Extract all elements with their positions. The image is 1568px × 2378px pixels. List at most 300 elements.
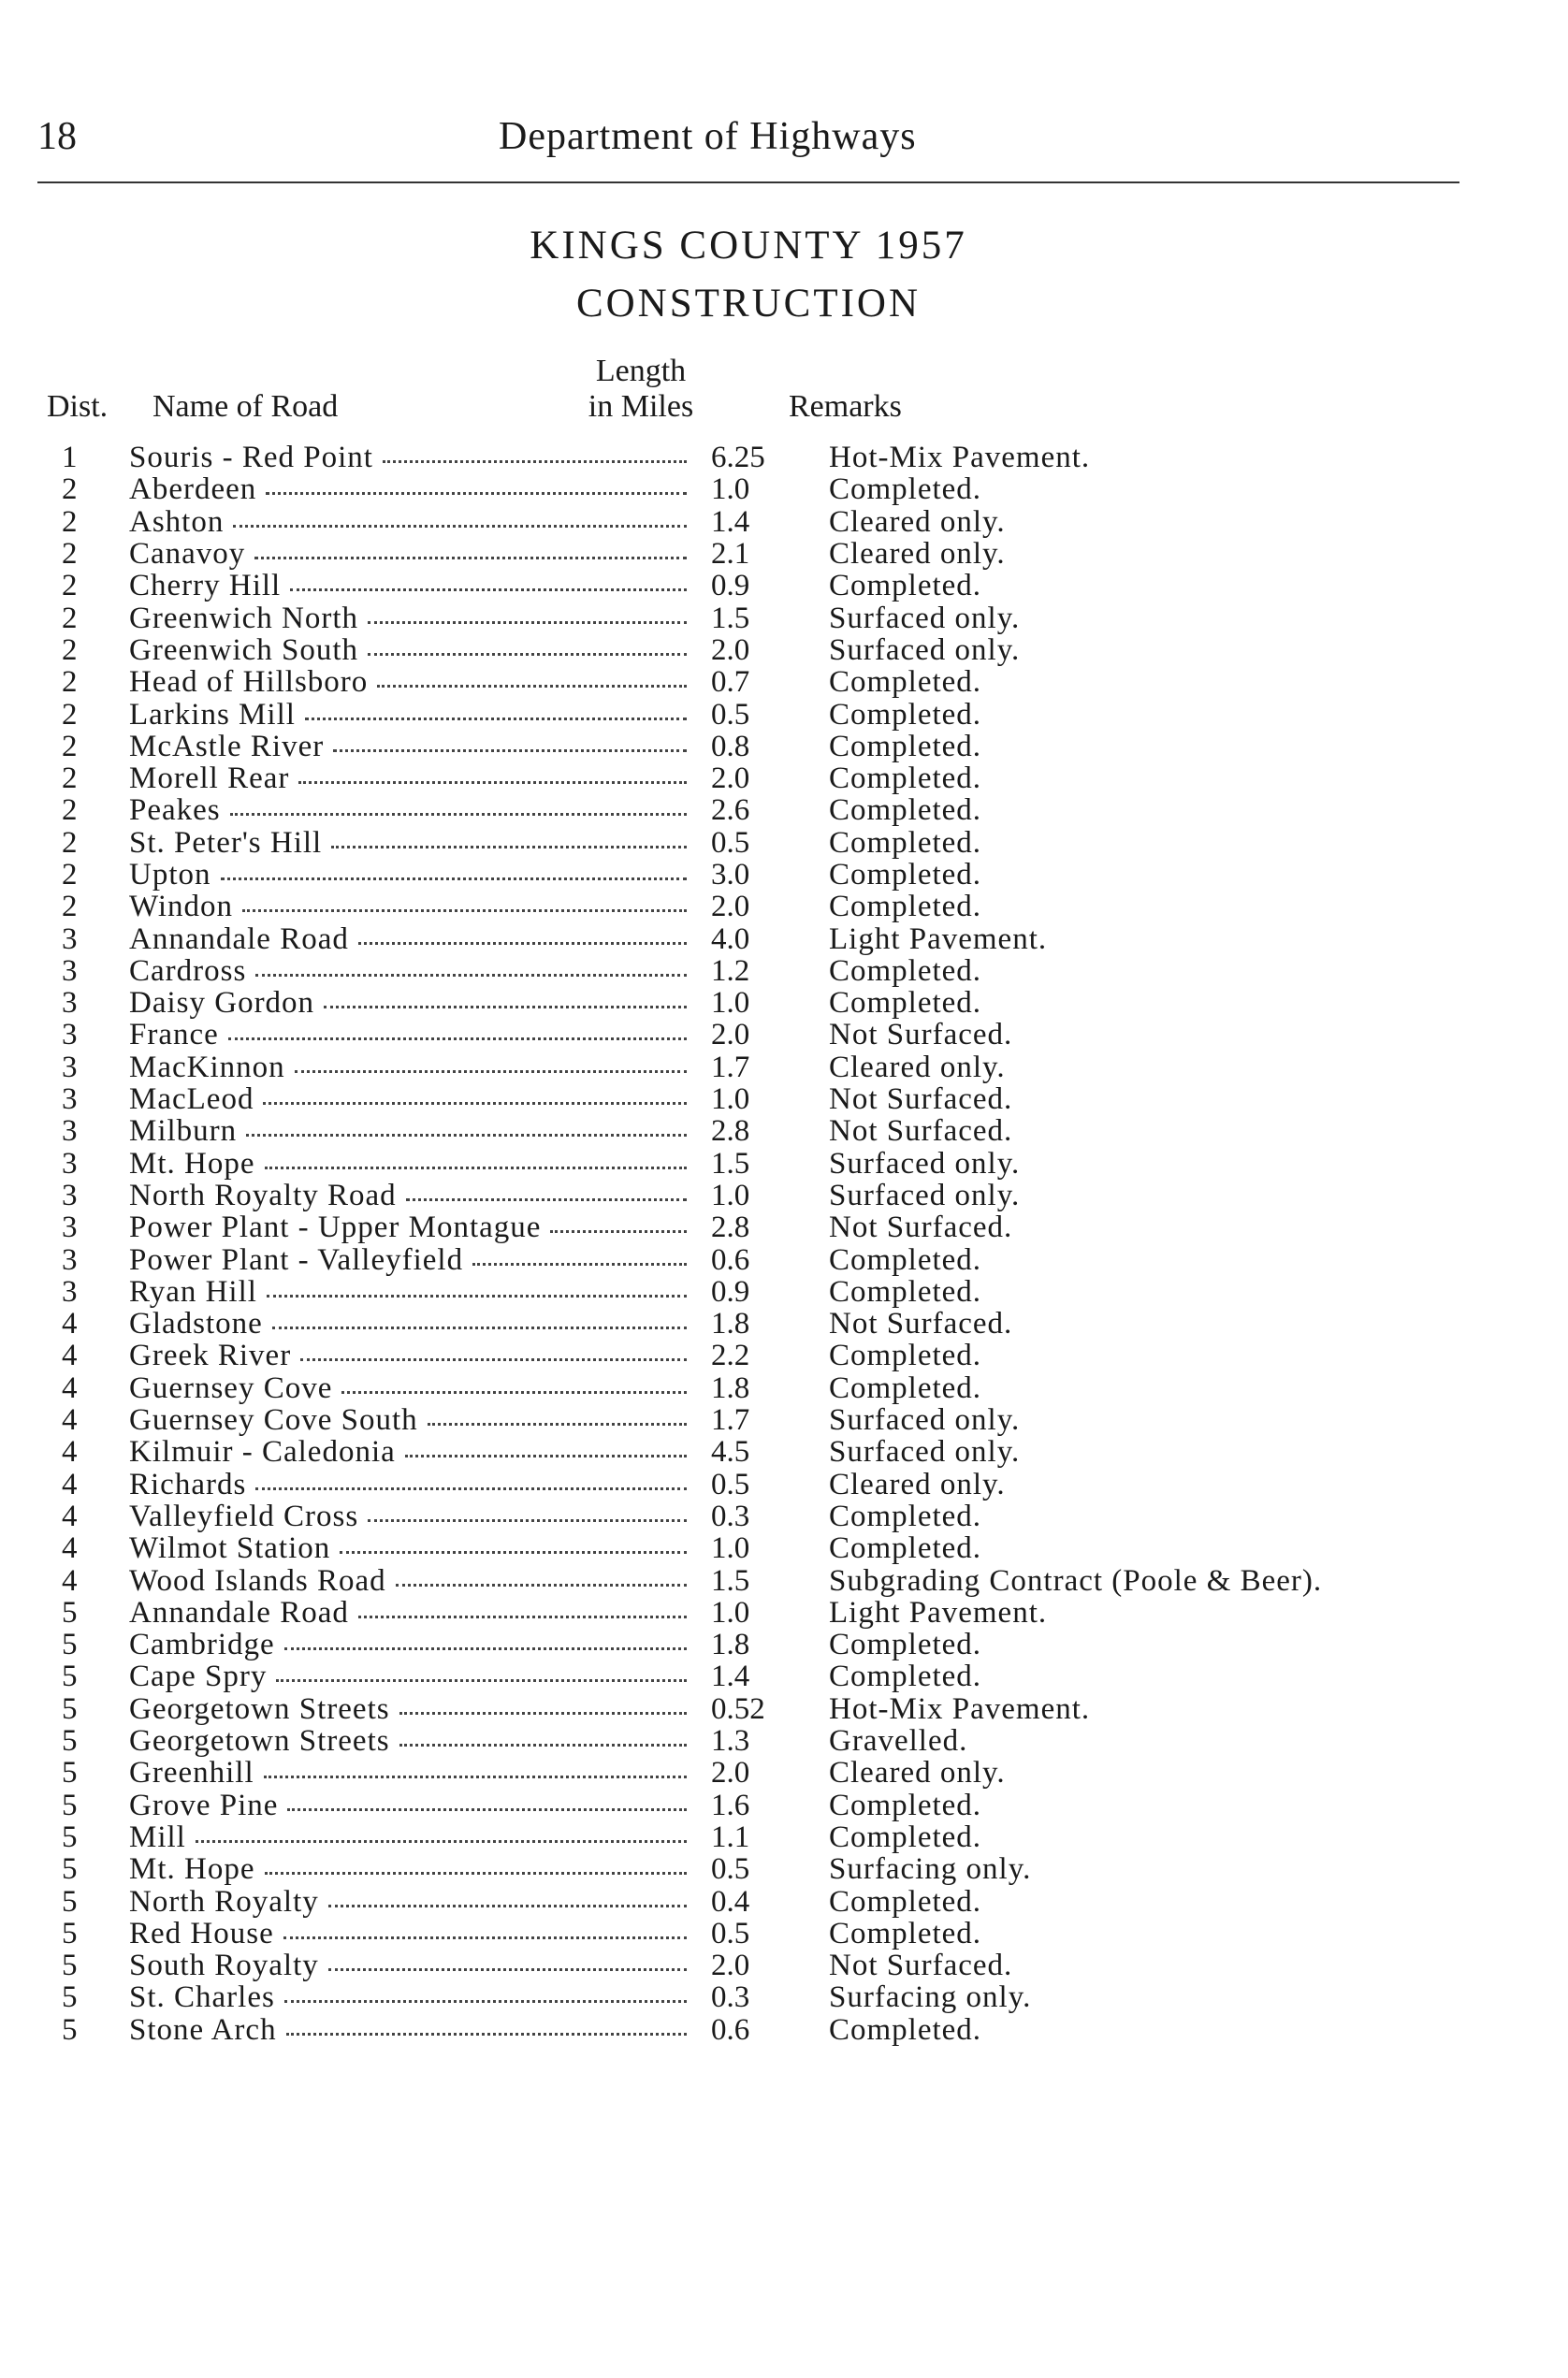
remarks-cell: Surfaced only. <box>829 632 1021 667</box>
dot-leader <box>266 492 687 495</box>
dist-cell: 5 <box>62 1916 78 1950</box>
table-row <box>47 1501 1322 1532</box>
dist-cell: 2 <box>62 825 78 860</box>
road-name: Richards <box>129 1467 247 1501</box>
dot-leader <box>287 1808 687 1811</box>
table-row <box>47 1180 1322 1211</box>
table-row <box>47 1532 1322 1564</box>
road-name-cell <box>129 1789 694 1820</box>
column-header-name: Name of Road <box>152 389 339 424</box>
length-cell: 0.8 <box>711 729 750 763</box>
road-name-cell <box>129 1180 694 1211</box>
remarks-cell: Cleared only. <box>829 504 1006 539</box>
road-name-cell <box>129 1372 694 1404</box>
dist-cell: 3 <box>62 1114 78 1149</box>
road-name: Cape Spry <box>129 1660 268 1694</box>
table-row <box>47 922 1322 954</box>
page-header <box>37 110 1459 176</box>
length-cell: 1.1 <box>711 1820 750 1854</box>
road-name-wrap <box>129 1950 694 1981</box>
remarks-cell: Light Pavement. <box>829 921 1048 956</box>
length-cell: 2.0 <box>711 1018 750 1052</box>
remarks-cell: Cleared only. <box>829 537 1006 572</box>
length-cell: 0.5 <box>711 1467 750 1501</box>
table-row <box>47 634 1322 666</box>
road-name-wrap <box>129 1083 694 1115</box>
road-name: Mt. Hope <box>129 1852 255 1887</box>
dist-cell: 2 <box>62 472 78 507</box>
table-row <box>47 1725 1322 1757</box>
length-cell: 1.6 <box>711 1788 750 1822</box>
table-row <box>47 794 1322 826</box>
table-row <box>47 1148 1322 1180</box>
dot-leader <box>300 1358 687 1361</box>
road-name-cell <box>129 666 694 698</box>
road-name-cell <box>129 859 694 891</box>
dist-cell: 3 <box>62 1082 78 1117</box>
road-name-cell <box>129 1243 694 1275</box>
table-row <box>47 1885 1322 1917</box>
dot-leader <box>333 749 687 752</box>
length-cell: 2.8 <box>711 1114 750 1149</box>
road-name: Wilmot Station <box>129 1531 331 1566</box>
dot-leader <box>328 1905 687 1907</box>
road-name-wrap <box>129 1404 694 1436</box>
dist-cell: 5 <box>62 1691 78 1726</box>
length-cell: 1.7 <box>711 1403 750 1438</box>
column-header-length-line1: Length <box>595 354 687 388</box>
length-cell: 1.4 <box>711 1660 750 1694</box>
dot-leader <box>295 1070 687 1073</box>
length-cell: 1.0 <box>711 1531 750 1566</box>
road-name: Ryan Hill <box>129 1274 257 1309</box>
dot-leader <box>472 1263 687 1266</box>
dist-cell: 3 <box>62 1274 78 1309</box>
table-row <box>47 1660 1322 1692</box>
dist-cell: 2 <box>62 697 78 732</box>
dist-cell: 5 <box>62 1788 78 1822</box>
length-cell: 2.0 <box>711 1756 750 1791</box>
dist-cell: 5 <box>62 1628 78 1662</box>
road-name: Power Plant - Valleyfield <box>129 1242 464 1277</box>
road-name-wrap <box>129 1757 694 1789</box>
length-cell: 1.0 <box>711 986 750 1021</box>
dist-cell: 2 <box>62 665 78 700</box>
length-cell: 0.9 <box>711 1274 750 1309</box>
road-name: Grove Pine <box>129 1788 279 1822</box>
dot-leader <box>368 1519 687 1522</box>
table-row <box>47 1372 1322 1404</box>
remarks-cell: Completed. <box>829 729 982 763</box>
dist-cell: 2 <box>62 504 78 539</box>
remarks-cell: Completed. <box>829 472 982 507</box>
table-row <box>47 698 1322 730</box>
dot-leader <box>399 1744 687 1747</box>
table-row <box>47 859 1322 891</box>
dot-leader <box>233 525 687 528</box>
dot-leader <box>286 2033 687 2036</box>
road-name-wrap <box>129 1115 694 1147</box>
road-name: Guernsey Cove South <box>129 1403 418 1438</box>
dist-cell: 5 <box>62 2012 78 2047</box>
remarks-cell: Completed. <box>829 697 982 732</box>
road-name: Mt. Hope <box>129 1146 255 1181</box>
road-name: Greek River <box>129 1339 292 1373</box>
length-cell: 2.0 <box>711 632 750 667</box>
road-name-cell <box>129 955 694 987</box>
table-row <box>47 1051 1322 1083</box>
road-name-cell <box>129 506 694 538</box>
dot-leader <box>358 942 687 945</box>
road-name: Kilmuir - Caledonia <box>129 1435 396 1470</box>
remarks-cell: Completed. <box>829 1788 982 1822</box>
table-row <box>47 506 1322 538</box>
dist-cell: 2 <box>62 793 78 828</box>
length-cell: 0.3 <box>711 1499 750 1533</box>
table-row <box>47 731 1322 762</box>
remarks-cell: Completed. <box>829 825 982 860</box>
length-cell: 0.5 <box>711 1916 750 1950</box>
remarks-cell: Completed. <box>829 1820 982 1854</box>
road-name: South Royalty <box>129 1949 319 1983</box>
road-name-cell <box>129 794 694 826</box>
road-name-cell <box>129 1532 694 1564</box>
road-name-wrap <box>129 923 694 955</box>
road-name: Morell Rear <box>129 761 290 796</box>
road-name-cell <box>129 1276 694 1308</box>
length-cell: 0.5 <box>711 825 750 860</box>
table-row <box>47 2014 1322 2046</box>
dot-leader <box>263 1102 687 1105</box>
dot-leader <box>242 909 687 912</box>
remarks-cell: Completed. <box>829 1339 982 1373</box>
road-name-cell <box>129 570 694 602</box>
road-name: Canavoy <box>129 537 246 572</box>
road-name-cell <box>129 1404 694 1436</box>
table-row <box>47 442 1322 473</box>
road-name-wrap <box>129 1725 694 1757</box>
road-name-cell <box>129 987 694 1019</box>
dist-cell: 2 <box>62 632 78 667</box>
length-cell: 1.0 <box>711 1178 750 1212</box>
dist-cell: 5 <box>62 1980 78 2015</box>
road-name-cell <box>129 1083 694 1115</box>
table-row <box>47 1083 1322 1115</box>
road-name: Wood Islands Road <box>129 1563 386 1598</box>
road-name: MacKinnon <box>129 1050 285 1084</box>
remarks-cell: Completed. <box>829 1884 982 1919</box>
dist-cell: 2 <box>62 601 78 635</box>
dist-cell: 4 <box>62 1435 78 1470</box>
dist-cell: 4 <box>62 1339 78 1373</box>
road-name: Gladstone <box>129 1307 263 1341</box>
table-row <box>47 1918 1322 1950</box>
table-row <box>47 1853 1322 1885</box>
remarks-cell: Completed. <box>829 665 982 700</box>
length-cell: 0.6 <box>711 1242 750 1277</box>
road-name: France <box>129 1018 219 1052</box>
road-name: Georgetown Streets <box>129 1724 390 1759</box>
road-name: Greenwich North <box>129 601 359 635</box>
dot-leader <box>428 1423 687 1426</box>
page-number: 18 <box>37 115 77 158</box>
road-name: Red House <box>129 1916 274 1950</box>
dist-cell: 2 <box>62 729 78 763</box>
length-cell: 1.5 <box>711 1146 750 1181</box>
road-name-cell <box>129 1019 694 1051</box>
road-name-wrap <box>129 634 694 666</box>
remarks-cell: Completed. <box>829 858 982 892</box>
dist-cell: 3 <box>62 1211 78 1245</box>
road-name: Valleyfield Cross <box>129 1499 359 1533</box>
road-name: Souris - Red Point <box>129 441 373 475</box>
table-row <box>47 891 1322 922</box>
road-name-wrap <box>129 1918 694 1950</box>
road-name: Cherry Hill <box>129 569 282 603</box>
remarks-cell: Completed. <box>829 1628 982 1662</box>
road-name-wrap <box>129 827 694 859</box>
dot-leader <box>405 1455 687 1457</box>
road-name-cell <box>129 1693 694 1725</box>
road-name: Stone Arch <box>129 2012 277 2047</box>
length-cell: 1.3 <box>711 1724 750 1759</box>
table-row <box>47 1019 1322 1051</box>
road-name-wrap <box>129 1565 694 1597</box>
remarks-cell: Completed. <box>829 953 982 988</box>
column-header-dist: Dist. <box>47 389 109 424</box>
dot-leader <box>228 1037 687 1040</box>
remarks-cell: Completed. <box>829 1242 982 1277</box>
table-row <box>47 473 1322 505</box>
road-name-wrap <box>129 1693 694 1725</box>
running-head: Department of Highways <box>499 115 917 158</box>
title-line-1: KINGS COUNTY 1957 <box>530 224 967 268</box>
remarks-cell: Surfacing only. <box>829 1980 1032 2015</box>
road-name-cell <box>129 538 694 570</box>
road-name-wrap <box>129 1180 694 1211</box>
table-row <box>47 602 1322 633</box>
road-name: Greenhill <box>129 1756 254 1791</box>
dot-leader <box>550 1230 687 1233</box>
dot-leader <box>221 877 688 880</box>
road-name: Cardross <box>129 953 247 988</box>
road-name-cell <box>129 1885 694 1917</box>
road-name-wrap <box>129 2014 694 2046</box>
remarks-cell: Cleared only. <box>829 1756 1006 1791</box>
remarks-cell: Completed. <box>829 1660 982 1694</box>
page-title <box>0 217 1497 333</box>
remarks-cell: Surfaced only. <box>829 1435 1021 1470</box>
dot-leader <box>358 1616 687 1618</box>
road-name-wrap <box>129 1308 694 1340</box>
dot-leader <box>276 1679 687 1682</box>
road-name: Peakes <box>129 793 221 828</box>
dot-leader <box>284 2000 687 2003</box>
length-cell: 1.2 <box>711 953 750 988</box>
table-row <box>47 1693 1322 1725</box>
remarks-cell: Completed. <box>829 761 982 796</box>
road-name-cell <box>129 1725 694 1757</box>
road-name-wrap <box>129 731 694 762</box>
length-cell: 2.2 <box>711 1339 750 1373</box>
column-header-length-line2: in Miles <box>588 389 694 424</box>
length-cell: 0.52 <box>711 1691 765 1726</box>
road-name: Power Plant - Upper Montague <box>129 1211 542 1245</box>
road-name-cell <box>129 1757 694 1789</box>
dist-cell: 3 <box>62 1146 78 1181</box>
length-cell: 4.5 <box>711 1435 750 1470</box>
length-cell: 0.5 <box>711 697 750 732</box>
dist-cell: 3 <box>62 1050 78 1084</box>
dist-cell: 5 <box>62 1852 78 1887</box>
road-name-wrap <box>129 859 694 891</box>
road-name: Milburn <box>129 1114 238 1149</box>
table-row <box>47 987 1322 1019</box>
road-name: MacLeod <box>129 1082 254 1117</box>
table-row <box>47 1564 1322 1596</box>
remarks-cell: Not Surfaced. <box>829 1949 1013 1983</box>
road-name: Mill <box>129 1820 186 1854</box>
dot-leader <box>305 718 687 720</box>
road-name-cell <box>129 634 694 666</box>
road-name: Greenwich South <box>129 632 359 667</box>
table-row <box>47 955 1322 987</box>
road-name-cell <box>129 891 694 922</box>
dot-leader <box>283 1936 687 1939</box>
dot-leader <box>254 557 687 559</box>
dot-leader <box>255 1487 687 1490</box>
dist-cell: 4 <box>62 1307 78 1341</box>
dot-leader <box>265 1167 688 1169</box>
table-row <box>47 1276 1322 1308</box>
table-row <box>47 762 1322 794</box>
remarks-cell: Completed. <box>829 569 982 603</box>
road-name-wrap <box>129 699 694 731</box>
dist-cell: 4 <box>62 1403 78 1438</box>
road-name: Annandale Road <box>129 1595 349 1630</box>
dist-cell: 2 <box>62 537 78 572</box>
road-name-cell <box>129 1501 694 1532</box>
remarks-cell: Completed. <box>829 2012 982 2047</box>
remarks-cell: Surfaced only. <box>829 1403 1021 1438</box>
remarks-cell: Not Surfaced. <box>829 1082 1013 1117</box>
length-cell: 1.0 <box>711 1595 750 1630</box>
remarks-cell: Surfacing only. <box>829 1852 1032 1887</box>
length-cell: 1.8 <box>711 1370 750 1405</box>
length-cell: 0.5 <box>711 1852 750 1887</box>
road-name-wrap <box>129 1660 694 1692</box>
remarks-cell: Surfaced only. <box>829 601 1021 635</box>
road-name: St. Charles <box>129 1980 275 2015</box>
remarks-cell: Not Surfaced. <box>829 1114 1013 1149</box>
road-name-wrap <box>129 473 694 505</box>
length-cell: 1.8 <box>711 1628 750 1662</box>
table-row <box>47 1789 1322 1820</box>
dot-leader <box>368 621 687 624</box>
table-row <box>47 570 1322 602</box>
length-cell: 0.7 <box>711 665 750 700</box>
remarks-cell: Completed. <box>829 986 982 1021</box>
road-name-wrap <box>129 1372 694 1404</box>
table-row <box>47 1469 1322 1501</box>
table-row <box>47 1629 1322 1660</box>
table-row <box>47 1950 1322 1981</box>
dist-cell: 3 <box>62 1242 78 1277</box>
road-name-wrap <box>129 762 694 794</box>
road-name-wrap <box>129 987 694 1019</box>
dist-cell: 1 <box>62 441 78 475</box>
road-name-cell <box>129 442 694 473</box>
road-name-wrap <box>129 1981 694 2013</box>
dist-cell: 5 <box>62 1724 78 1759</box>
dist-cell: 2 <box>62 890 78 924</box>
length-cell: 2.0 <box>711 1949 750 1983</box>
road-name-cell <box>129 1918 694 1950</box>
road-name: Guernsey Cove <box>129 1370 333 1405</box>
remarks-cell: Hot-Mix Pavement. <box>829 1691 1091 1726</box>
table-row <box>47 538 1322 570</box>
table-row <box>47 1436 1322 1468</box>
table-row <box>47 1757 1322 1789</box>
dot-leader <box>406 1198 687 1201</box>
dist-cell: 3 <box>62 1178 78 1212</box>
table-row <box>47 1821 1322 1853</box>
remarks-cell: Completed. <box>829 1499 982 1533</box>
road-name: Aberdeen <box>129 472 257 507</box>
dist-cell: 3 <box>62 921 78 956</box>
remarks-cell: Cleared only. <box>829 1467 1006 1501</box>
road-name-wrap <box>129 1276 694 1308</box>
road-name: North Royalty Road <box>129 1178 397 1212</box>
road-name-cell <box>129 1115 694 1147</box>
table-row <box>47 1404 1322 1436</box>
dot-leader <box>383 460 687 463</box>
road-name-cell <box>129 1629 694 1660</box>
title-line-2: CONSTRUCTION <box>575 282 922 326</box>
remarks-cell: Not Surfaced. <box>829 1018 1013 1052</box>
road-name: Upton <box>129 858 211 892</box>
dot-leader <box>272 1327 687 1329</box>
length-cell: 0.3 <box>711 1980 750 2015</box>
dist-cell: 5 <box>62 1884 78 1919</box>
road-name-wrap <box>129 1853 694 1885</box>
length-cell: 0.4 <box>711 1884 750 1919</box>
dot-leader <box>341 1391 687 1394</box>
length-cell: 1.5 <box>711 1563 750 1598</box>
road-name-cell <box>129 922 694 954</box>
remarks-cell: Completed. <box>829 890 982 924</box>
dot-leader <box>230 813 687 816</box>
dot-leader <box>290 588 687 591</box>
road-name-cell <box>129 762 694 794</box>
remarks-cell: Surfaced only. <box>829 1146 1021 1181</box>
length-cell: 2.1 <box>711 537 750 572</box>
length-cell: 0.6 <box>711 2012 750 2047</box>
dist-cell: 2 <box>62 858 78 892</box>
road-name: North Royalty <box>129 1884 319 1919</box>
dot-leader <box>368 653 687 656</box>
dot-leader <box>377 685 687 688</box>
road-name: McAstle River <box>129 729 325 763</box>
length-cell: 1.8 <box>711 1307 750 1341</box>
road-name-wrap <box>129 955 694 987</box>
road-name-wrap <box>129 1244 694 1276</box>
road-name: Larkins Mill <box>129 697 296 732</box>
remarks-cell: Not Surfaced. <box>829 1307 1013 1341</box>
road-name: Georgetown Streets <box>129 1691 390 1726</box>
road-name-cell <box>129 698 694 730</box>
remarks-cell: Light Pavement. <box>829 1595 1048 1630</box>
